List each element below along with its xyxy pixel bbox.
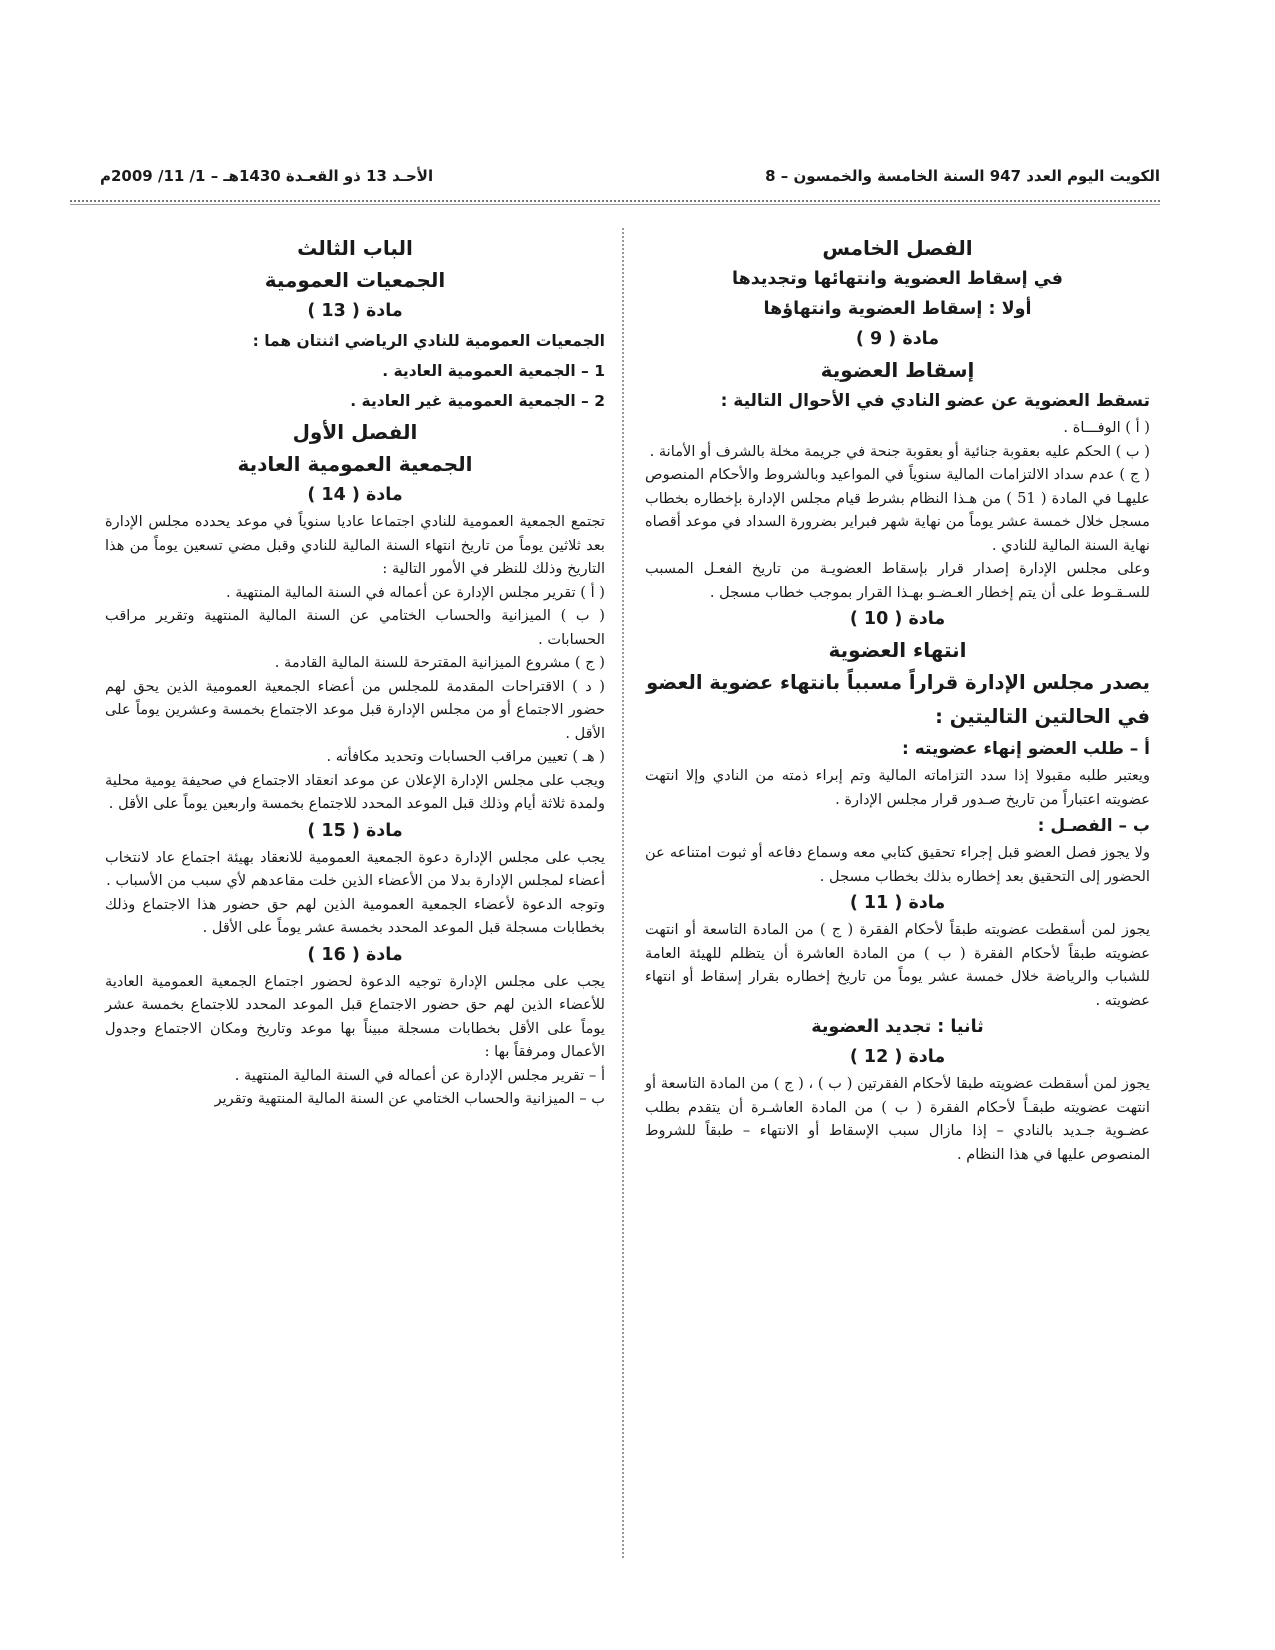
article-12-heading: مادة ( 12 ) [849,1047,946,1067]
article-10-title: انتهاء العضوية [828,638,967,662]
article-14-item-e: ( هـ ) تعيين مراقب الحسابات وتحديد مكافأته . [326,748,605,765]
article-11-text: يجوز لمن أسقطت عضويته طبقاً لأحكام الفقرة ( ج ) من المادة التاسعة أو انتهت عضويته طبقاً لأحكام الفقرة ( ب ) من المادة العاشرة أن يتظلم للهيئة العامة للشباب والرياضة خلال خمسة عشر يوماً من تاريخ إخطاره بقرار إسقاط أو انتهاء عضويته . [645,921,1150,1009]
article-13-heading: مادة ( 13 ) [307,301,403,321]
article-9-item-b: ( ب ) الحكم عليه بعقوبة جنائية أو بعقوبة جنحة في جريمة مخلة بالشرف أو الأمانة . [649,442,1150,460]
column-divider [622,228,624,1558]
article-14-intro: تجتمع الجمعية العمومية للنادي اجتماعا عاديا سنوياً في موعد يحدده مجلس الإدارة بعد ثلاثين يوماً من تاريخ انتهاء السنة المالية للنادي وقبل مضي تسعين يوماً من هذا التاريخ وذلك للنظر في الأمور التالية : [105,513,605,577]
article-16-item-a: أ – تقرير مجلس الإدارة عن أعماله في السنة المالية المنتهية . [234,1066,605,1084]
chapter-one-title: الفصل الأول [292,420,418,444]
article-15-text-2: وتوجه الدعوة لأعضاء الجمعية العمومية الذين لهم حق حضور هذا الاجتماع وذلك بخطابات مسجلة قبل الموعد المحدد بخمسة عشر يوماً على الأقل . [105,895,605,936]
article-11-heading: مادة ( 11 ) [849,893,946,913]
article-10-intro: يصدر مجلس الإدارة قراراً مسبباً بانتهاء عضوية العضو في الحالتين التاليتين : [646,671,1150,728]
header-issue-info: الكويت اليوم العدد 947 السنة الخامسة والخمسون – 8 [765,167,1160,185]
article-14-heading: مادة ( 14 ) [307,485,403,505]
article-10-b-title: ب – الفصـل : [1037,816,1150,836]
chapter-five-title: الفصل الخامس [822,236,973,260]
article-16-item-b: ب – الميزانية والحساب الختامي عن السنة المالية المنتهية وتقرير [214,1090,605,1107]
chapter-five-subtitle: في إسقاط العضوية وانتهائها وتجديدها [732,269,1063,289]
article-10-heading: مادة ( 10 ) [849,609,946,629]
page-header [100,162,1160,190]
article-9-title: إسقاط العضوية [820,358,975,382]
article-13-item-1: 1 – الجمعية العمومية العادية . [382,362,605,380]
chapter-one-subtitle: الجمعية العمومية العادية [237,452,473,476]
header-divider [70,200,1160,202]
article-10-a-text: ويعتبر طلبه مقبولا إذا سدد التزاماته المالية وتم إبراء ذمته من النادي وإلا انتهت عضويته اعتباراً من تاريخ صـدور قرار مجلس الإدارة . [645,767,1150,808]
section-one-heading: أولا : إسقاط العضوية وانتهاؤها [763,299,1032,319]
article-15-text-1: يجب على مجلس الإدارة دعوة الجمعية العمومية للانعقاد بهيئة اجتماع عاد لانتخاب أعضاء لمجلس الإدارة بدلا من الأعضاء الذين خلت مقاعدهم لأي سبب من الأسباب . [105,848,605,889]
article-9-heading: مادة ( 9 ) [855,329,940,349]
article-16-heading: مادة ( 16 ) [307,944,403,965]
article-9-item-a: ( أ ) الوفـــاة . [1063,419,1150,436]
right-column [645,232,1150,1166]
header-divider-line [70,204,1160,205]
article-14-item-c: ( ج ) مشروع الميزانية المقترحة للسنة المالية القادمة . [274,654,605,671]
article-13-intro: الجمعيات العمومية للنادي الرياضي اثنتان هما : [252,332,605,350]
article-13-item-2: 2 – الجمعية العمومية غير العادية . [350,392,605,410]
article-10-b-text: ولا يجوز فصل العضو قبل إجراء تحقيق كتابي معه وسماع دفاعه أو ثبوت امتناعه عن الحضور إلى التحقيق بعد إخطاره بذلك بخطاب مسجل . [645,844,1150,885]
article-9-item-c: ( ج ) عدم سداد الالتزامات المالية سنوياً في المواعيد وبالشروط والأحكام المنصوص عليهـا في المادة ( 51 ) من هـذا النظام بشرط قيام مجلس الإدارة بإخطاره بخطاب مسجل خلال خمسة عشر يوماً من نهاية شهر فبراير بضرورة السداد في موعد أقصاه نهاية السنة المالية للنادي . [645,466,1151,554]
header-date: الأحـد 13 ذو القعـدة 1430هـ – 1/ 11/ 2009م [100,167,434,185]
article-16-intro: يجب على مجلس الإدارة توجيه الدعوة لحضور اجتماع الجمعية العمومية العادية للأعضاء الذين لهم حق حضور الاجتماع قبل الموعد المحدد للاجتماع بخمسة عشر يوماً على الأقل بخطابات مسجلة مبيناً بها موعد وتاريخ ومكان الاجتماع وجدول الأعمال ومرفقاً بها : [105,972,605,1060]
section-two-heading: ثانيا : تجديد العضوية [811,1017,984,1037]
article-15-heading: مادة ( 15 ) [307,820,403,841]
part-three-title: الباب الثالث [297,236,413,260]
article-12-text: يجوز لمن أسقطت عضويته طبقا لأحكام الفقرتين ( ب ) ، ( ج ) من المادة التاسعة أو انتهت عضويته طبقـاً لأحكام الفقرة ( ب ) من المادة العاشـرة أن يتقدم بطلب عضـوية جـديد بالنادي – إذا مازال سبب الإسقاط أو الانتهاء – طبقاً للشروط المنصوص عليها في هذا النظام . [645,1075,1150,1163]
article-14-item-b: ( ب ) الميزانية والحساب الختامي عن السنة المالية المنتهية وتقرير مراقب الحسابات . [105,607,605,648]
article-14-item-d: ( د ) الاقتراحات المقدمة للمجلس من أعضاء الجمعية العمومية الذين يحق لهم حضور الاجتماع أو من مجلس الإدارة قبل موعد الاجتماع بخمسة وعشرين يوماً على الأقل . [105,677,605,742]
article-14-item-a: ( أ ) تقرير مجلس الإدارة عن أعماله في السنة المالية المنتهية . [225,583,605,601]
article-10-a-title: أ – طلب العضو إنهاء عضويته : [902,739,1150,759]
part-three-subtitle: الجمعيات العمومية [264,268,446,292]
article-9-intro: تسقط العضوية عن عضو النادي في الأحوال التالية : [720,391,1150,411]
left-column [105,232,605,1111]
article-9-closing: وعلى مجلس الإدارة إصدار قرار بإسقاط العضويـة من تاريخ الفعـل المسبب للسـقـوط على أن يتم إخطار العـضـو بهـذا القرار بموجب خطاب مسجل . [645,560,1150,601]
article-14-closing: ويجب على مجلس الإدارة الإعلان عن موعد انعقاد الاجتماع في صحيفة يومية محلية ولمدة ثلاثة أيام وذلك قبل الموعد المحدد للاجتماع بخمسة واربعين يوماً على الأقل . [105,771,605,812]
